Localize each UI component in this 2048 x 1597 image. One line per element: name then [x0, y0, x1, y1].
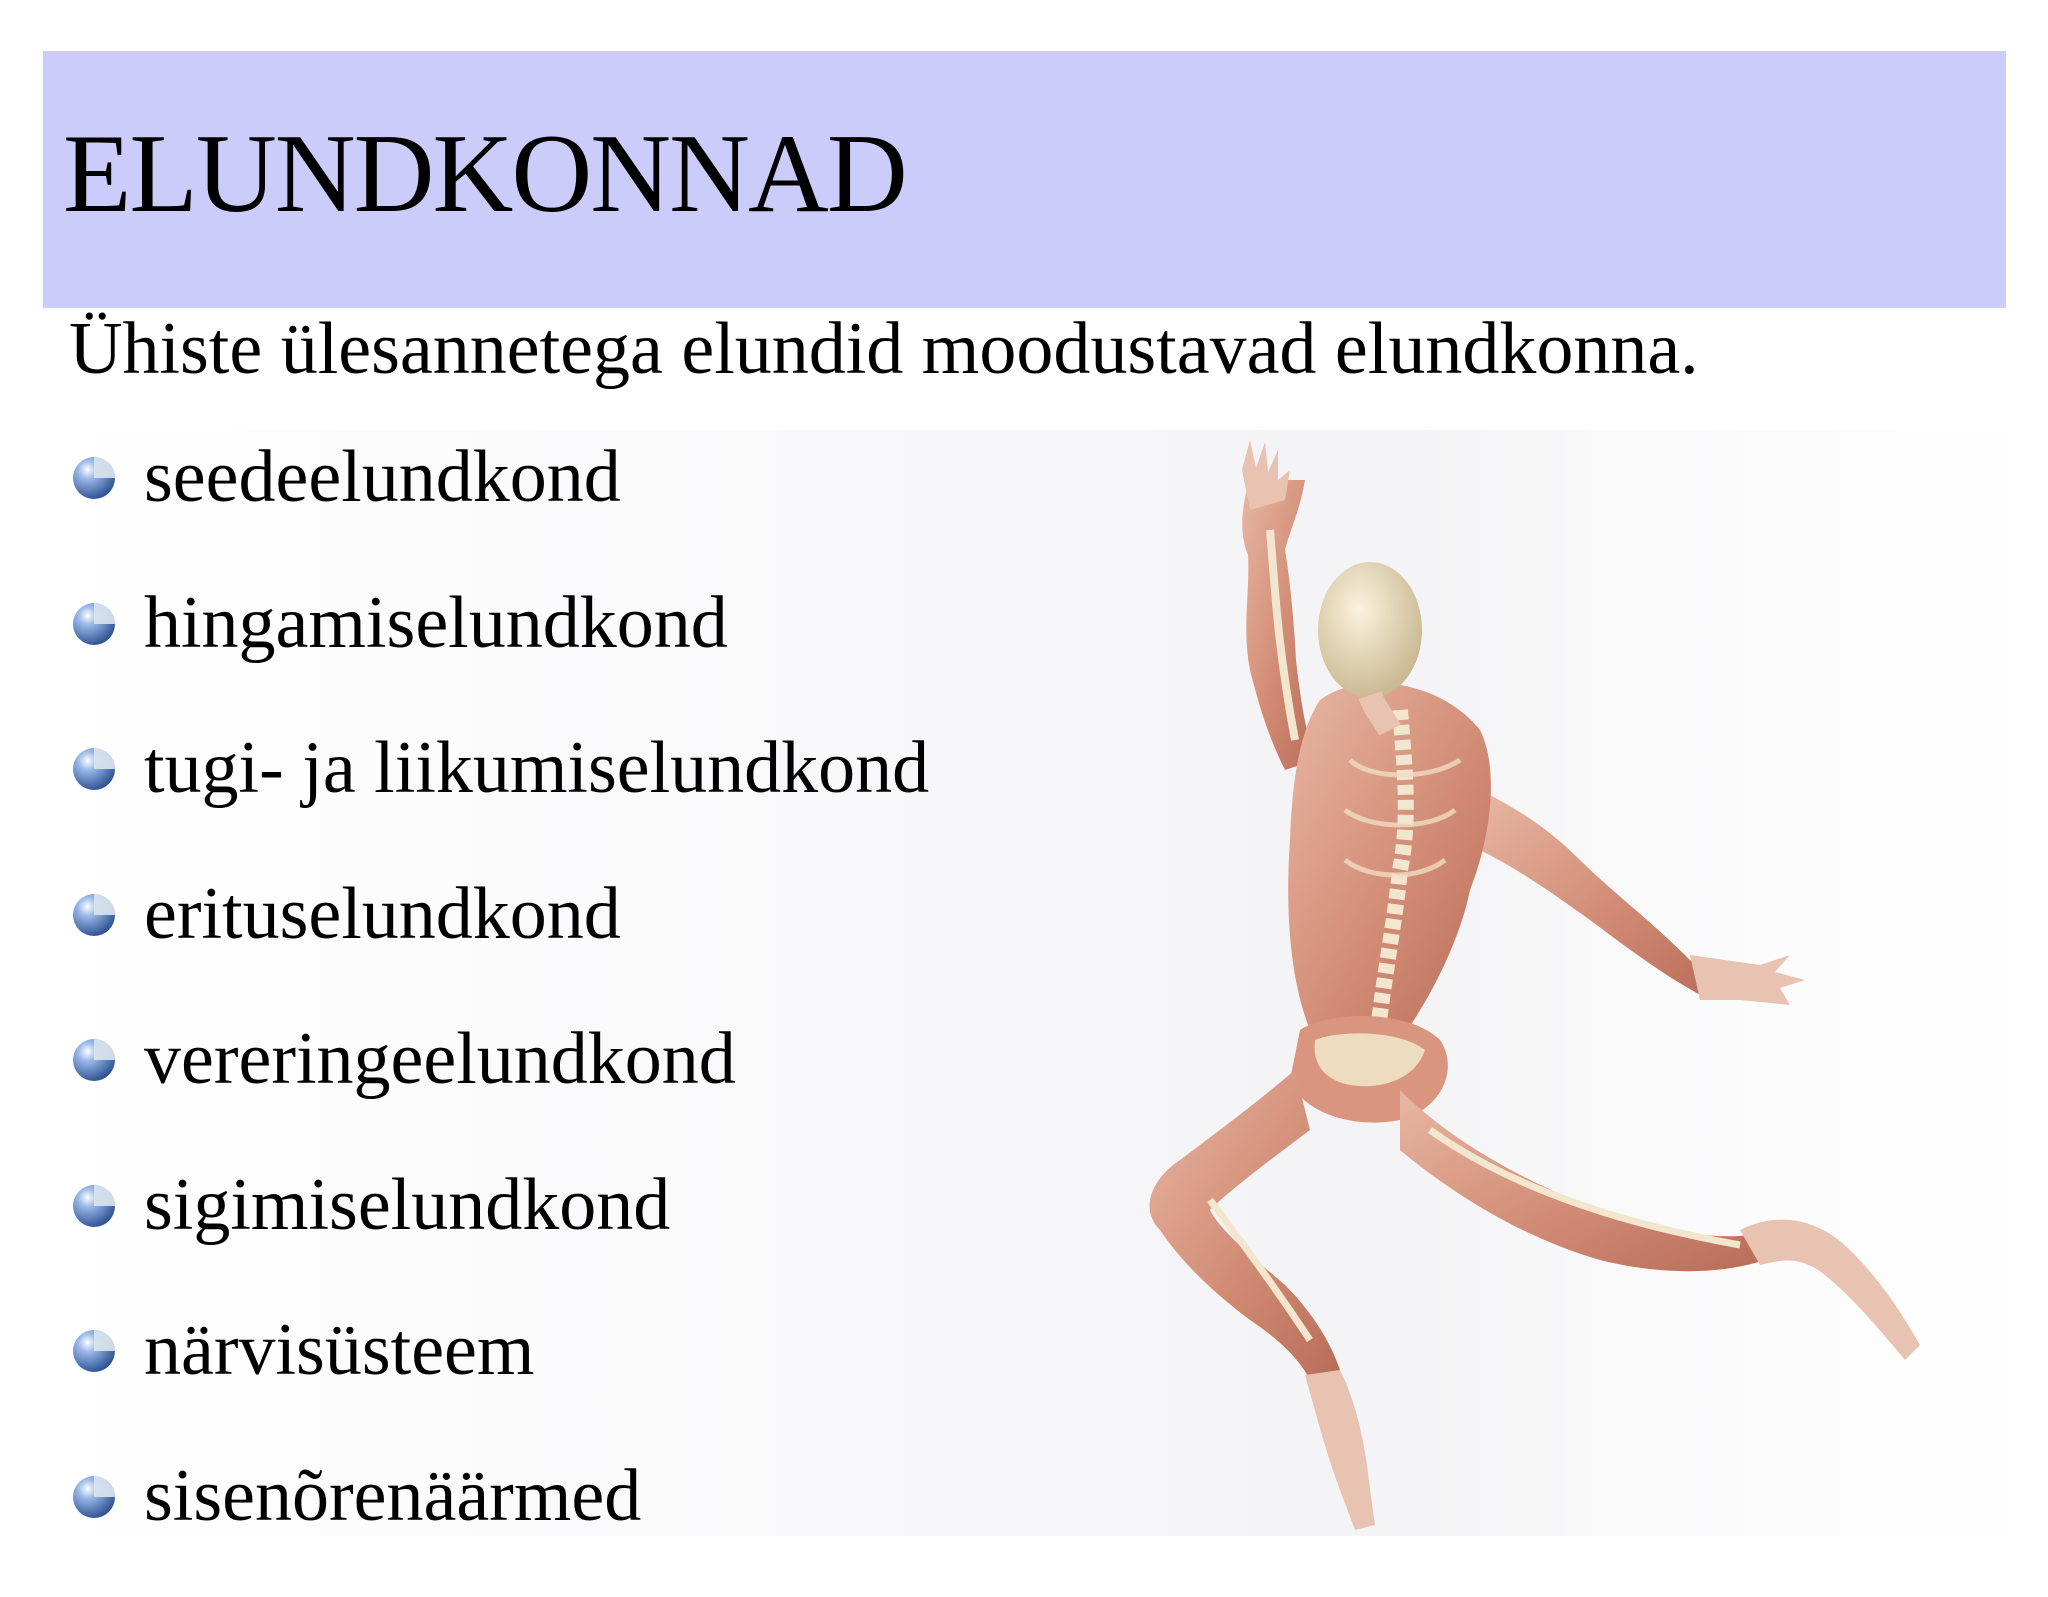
- list-item-label: seedeelundkond: [144, 436, 621, 518]
- sphere-bullet-icon: [71, 746, 117, 792]
- right-leg: [1400, 1090, 1920, 1360]
- sphere-bullet-icon: [71, 1037, 117, 1083]
- list-item-label: sigimiselundkond: [144, 1163, 671, 1246]
- sphere-bullet-icon: [71, 1474, 117, 1520]
- left-leg: [1150, 1070, 1375, 1530]
- anatomical-figure: [1100, 440, 2020, 1536]
- pelvis: [1290, 1016, 1448, 1123]
- list-item-label: hingamiselundkond: [144, 581, 728, 664]
- slide-title: ELUNDKONNAD: [63, 112, 906, 236]
- right-arm: [1480, 790, 1805, 1005]
- slide-subtitle: Ühiste ülesannetega elundid moodustavad elundkonna.: [69, 308, 1699, 390]
- list-item-label: tugi- ja liikumiselundkond: [144, 727, 930, 809]
- sphere-bullet-icon: [71, 601, 117, 647]
- list-item-label: erituselundkond: [144, 872, 621, 955]
- list-item-label: sisenõrenäärmed: [144, 1454, 642, 1537]
- sphere-bullet-icon: [71, 1183, 117, 1229]
- list-item-label: vereringeelundkond: [144, 1018, 736, 1100]
- torso: [1288, 683, 1491, 1052]
- sphere-bullet-icon: [71, 1328, 117, 1374]
- sphere-bullet-icon: [71, 455, 117, 501]
- raised-left-arm: [1242, 440, 1315, 770]
- list-item-label: närvisüsteem: [144, 1309, 535, 1391]
- sphere-bullet-icon: [71, 892, 117, 938]
